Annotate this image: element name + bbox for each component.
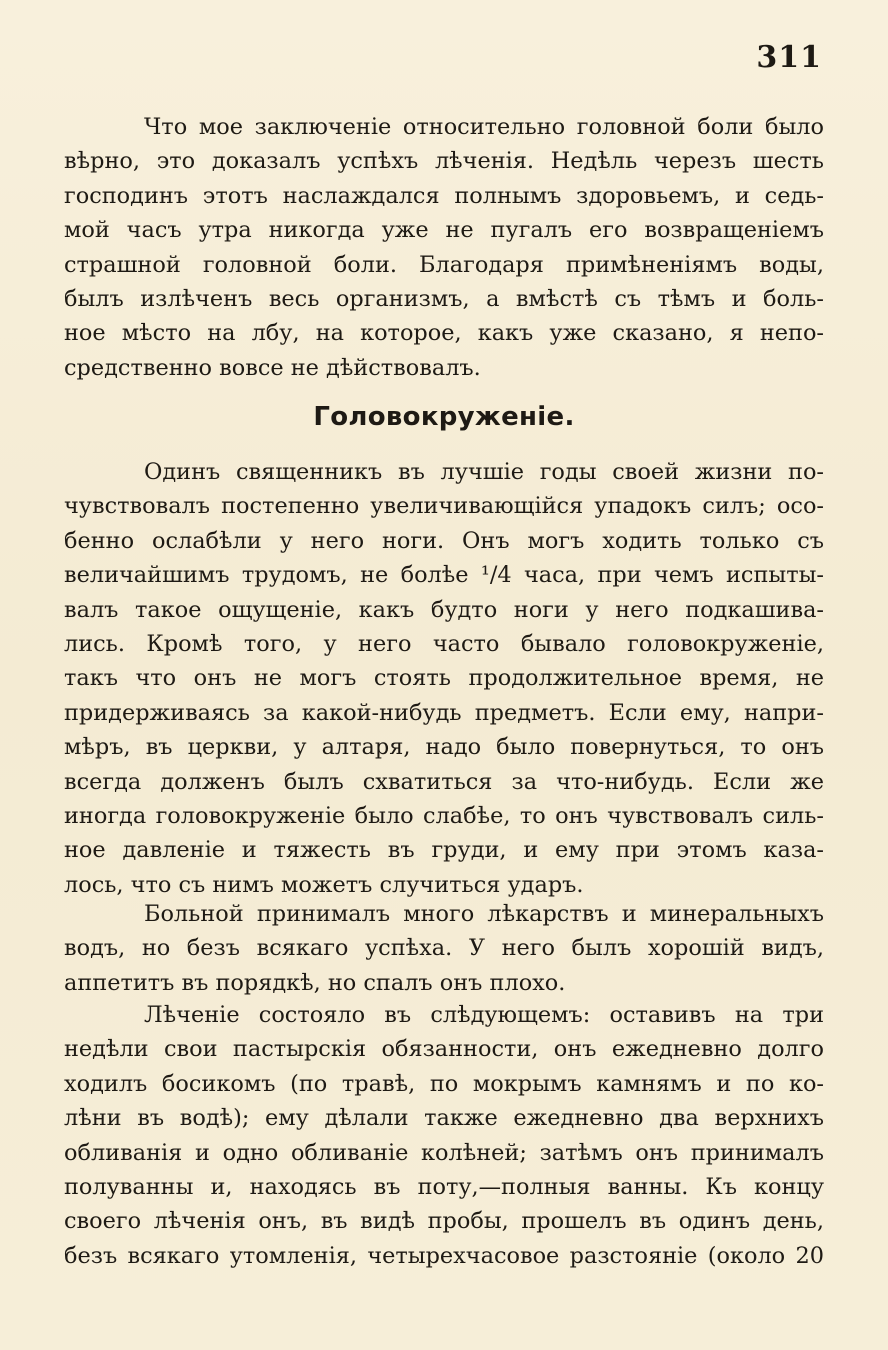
- text-line: мой часъ утра никогда уже не пугалъ его возвращеніемъ: [64, 217, 824, 244]
- text-line: мѣръ, въ церкви, у алтаря, надо было повернуться, то онъ: [64, 734, 824, 761]
- text-line: страшной головной боли. Благодаря примѣненіямъ воды,: [64, 251, 824, 278]
- paragraph-1: [64, 110, 824, 385]
- text-line: иногда головокруженіе было слабѣе, то онъ чувствовалъ силь-: [64, 803, 824, 830]
- text-line: былъ излѣченъ весь организмъ, а вмѣстѣ съ тѣмъ и боль-: [64, 286, 824, 313]
- text-line: вѣрно, это доказалъ успѣхъ лѣченія. Недѣль черезъ шесть: [64, 148, 824, 175]
- page-number: 311: [756, 40, 822, 75]
- text-line: ходилъ босикомъ (по травѣ, по мокрымъ камнямъ и по ко-: [64, 1070, 824, 1097]
- text-line: придерживаясь за какой-нибудь предметъ. Если ему, напри-: [64, 699, 824, 726]
- text-line: водъ, но безъ всякаго успѣха. У него былъ хорошій видъ,: [64, 935, 824, 962]
- text-line: чувствовалъ постепенно увеличивающійся упадокъ силъ; осо-: [64, 493, 824, 520]
- text-line: такъ что онъ не могъ стоять продолжительное время, не: [64, 665, 824, 692]
- text-line: ное мѣсто на лбу, на которое, какъ уже сказано, я непо-: [64, 320, 824, 347]
- text-line: полуванны и, находясь въ поту,—полныя ванны. Къ концу: [64, 1174, 824, 1201]
- text-line: лось, что съ нимъ можетъ случиться ударъ.: [64, 871, 584, 898]
- paragraph-2: [64, 455, 824, 902]
- text-line: Больной принималъ много лѣкарствъ и минеральныхъ: [144, 901, 824, 927]
- paragraph-3: [64, 897, 824, 1000]
- section-heading: Головокруженіе.: [313, 402, 575, 432]
- text-line: валъ такое ощущеніе, какъ будто ноги у него подкашива-: [64, 596, 824, 623]
- text-line: всегда долженъ былъ схватиться за что-нибудь. Если же: [64, 768, 824, 795]
- text-line: бенно ослабѣли у него ноги. Онъ могъ ходить только съ: [64, 527, 824, 554]
- paragraph-4: [64, 998, 824, 1273]
- text-line: обливанія и одно обливаніе колѣней; затѣмъ онъ принималъ: [64, 1139, 824, 1166]
- text-line: средственно вовсе не дѣйствовалъ.: [64, 354, 481, 381]
- text-line: безъ всякаго утомленія, четырехчасовое разстояніе (около 20: [64, 1242, 824, 1269]
- text-line: Одинъ священникъ въ лучшіе годы своей жизни по-: [144, 459, 824, 485]
- text-line: величайшимъ трудомъ, не болѣе ¹/4 часа, при чемъ испыты-: [64, 562, 824, 589]
- text-line: Что мое заключеніе относительно головной боли было: [144, 114, 824, 140]
- text-line: аппетитъ въ порядкѣ, но спалъ онъ плохо.: [64, 969, 566, 996]
- text-line: ное давленіе и тяжесть въ груди, и ему при этомъ каза-: [64, 837, 824, 864]
- text-line: господинъ этотъ наслаждался полнымъ здоровьемъ, и седь-: [64, 182, 824, 209]
- text-line: Лѣченіе состояло въ слѣдующемъ: оставивъ на три: [144, 1002, 824, 1028]
- text-line: лись. Кромѣ того, у него часто бывало головокруженіе,: [64, 631, 824, 658]
- text-line: лѣни въ водѣ); ему дѣлали также ежедневно два верхнихъ: [64, 1105, 824, 1132]
- text-line: своего лѣченія онъ, въ видѣ пробы, прошелъ въ одинъ день,: [64, 1208, 824, 1235]
- text-line: недѣли свои пастырскія обязанности, онъ ежедневно долго: [64, 1036, 824, 1063]
